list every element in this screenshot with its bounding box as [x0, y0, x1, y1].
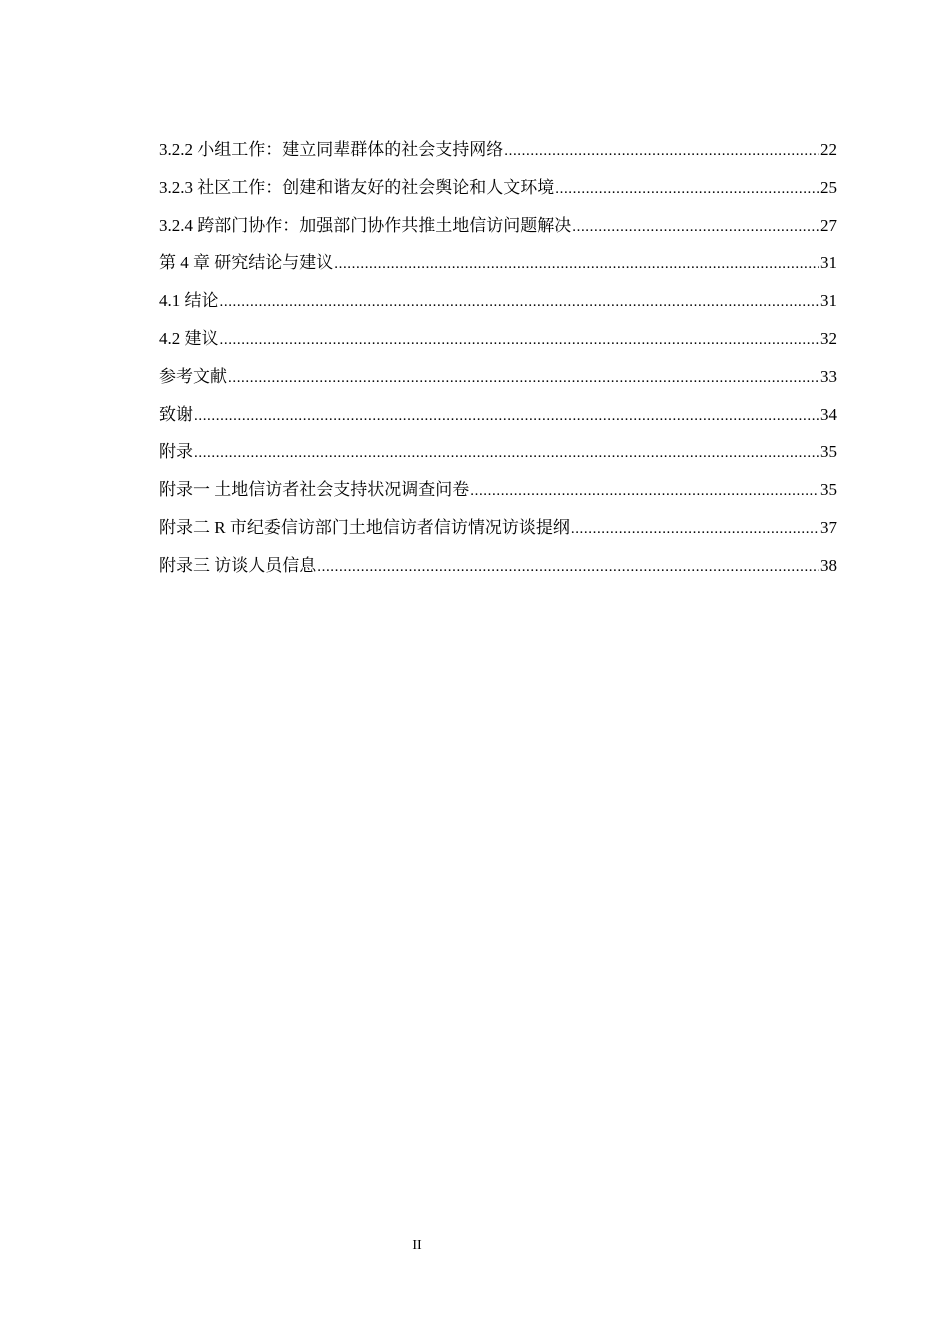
toc-entry-page: 31 — [820, 253, 837, 273]
toc-dot-leader — [220, 325, 820, 355]
toc-dot-leader — [194, 401, 819, 431]
page-footer — [0, 1238, 834, 1254]
toc-entry[interactable] — [159, 437, 837, 475]
toc-entry-title: 3.2.3 社区工作：创建和谐友好的社会舆论和人文环境 — [159, 177, 555, 197]
toc-dot-leader — [571, 514, 819, 544]
toc-entry-title: 附录 — [159, 442, 193, 462]
toc-entry-title: 第 4 章 研究结论与建议 — [159, 253, 334, 273]
toc-entry-title: 4.2 建议 — [159, 328, 219, 348]
toc-entry[interactable] — [159, 211, 837, 249]
toc-entry-page: 27 — [820, 215, 837, 235]
toc-entry[interactable] — [159, 286, 837, 324]
toc-entry-page: 33 — [820, 366, 837, 386]
toc-entry-page: 25 — [820, 177, 837, 197]
toc-dot-leader — [555, 174, 819, 204]
toc-entry[interactable] — [159, 173, 837, 211]
toc-entry-page: 37 — [820, 517, 837, 537]
toc-dot-leader — [334, 249, 819, 279]
toc-entry-title: 参考文献 — [159, 366, 227, 386]
toc-entry-page: 34 — [820, 404, 837, 424]
toc-entry[interactable] — [159, 324, 837, 362]
toc-dot-leader — [220, 287, 820, 317]
toc-entry-page: 22 — [820, 140, 837, 159]
toc-dot-leader — [194, 438, 819, 468]
table-of-contents — [159, 135, 837, 589]
toc-entry-title: 致谢 — [159, 404, 193, 424]
toc-entry-page: 32 — [820, 328, 837, 348]
toc-dot-leader — [504, 136, 819, 166]
toc-entry-page: 38 — [820, 555, 837, 575]
toc-entry[interactable] — [159, 248, 837, 286]
toc-entry[interactable] — [159, 362, 837, 400]
toc-entry[interactable] — [159, 400, 837, 438]
page-number: II — [412, 1238, 422, 1253]
toc-entry-title: 附录三 访谈人员信息 — [159, 555, 317, 575]
toc-entry[interactable] — [159, 135, 837, 173]
toc-dot-leader — [470, 476, 819, 506]
toc-entry-page: 35 — [820, 480, 837, 500]
toc-entry-title: 4.1 结论 — [159, 291, 219, 311]
toc-dot-leader — [317, 552, 819, 582]
toc-entry[interactable] — [159, 551, 837, 589]
toc-entry-title: 附录一 土地信访者社会支持状况调查问卷 — [159, 480, 470, 500]
toc-entry-title: 附录二 R 市纪委信访部门土地信访者信访情况访谈提纲 — [159, 517, 570, 537]
toc-entry-title: 3.2.4 跨部门协作：加强部门协作共推土地信访问题解决 — [159, 215, 572, 235]
toc-entry[interactable] — [159, 513, 837, 551]
toc-dot-leader — [228, 363, 819, 393]
toc-dot-leader — [572, 212, 819, 242]
toc-entry-page: 31 — [820, 291, 837, 311]
toc-entry-title: 3.2.2 小组工作：建立同辈群体的社会支持网络 — [159, 140, 504, 159]
toc-entry-page: 35 — [820, 442, 837, 462]
toc-entry[interactable] — [159, 475, 837, 513]
